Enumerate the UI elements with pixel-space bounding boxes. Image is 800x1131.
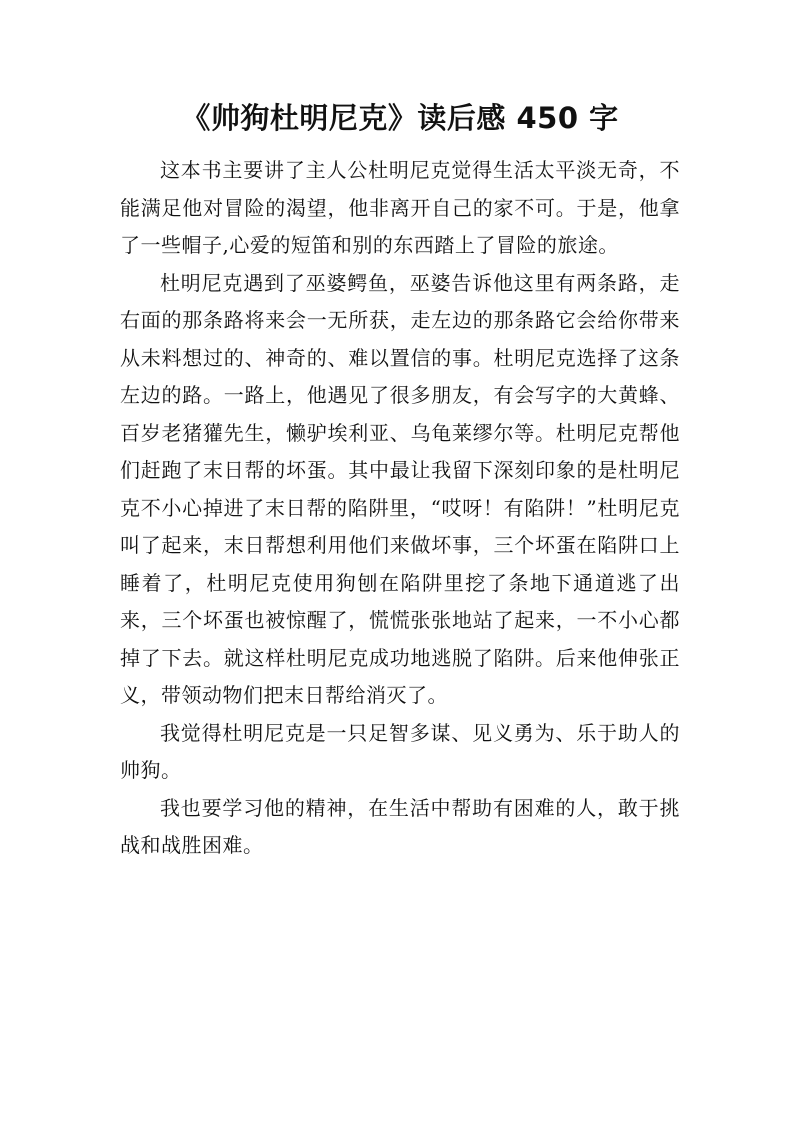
document-body xyxy=(120,152,680,865)
paragraph-4: 我也要学习他的精神，在生活中帮助有困难的人，敢于挑战和战胜困难。 xyxy=(120,795,680,857)
paragraph-1: 这本书主要讲了主人公杜明尼克觉得生活太平淡无奇，不能满足他对冒险的渴望，他非离开自己的家不可。于是，他拿了一些帽子,心爱的短笛和别的东西踏上了冒险的旅途。 xyxy=(120,158,680,257)
paragraph-3: 我觉得杜明尼克是一只足智多谋、见义勇为、乐于助人的帅狗。 xyxy=(120,720,680,782)
page-title: 《帅狗杜明尼克》读后感 450 字 xyxy=(181,101,619,135)
paragraph-2: 杜明尼克遇到了巫婆鳄鱼，巫婆告诉他这里有两条路，走右面的那条路将来会一无所获，走左边的那条路它会给你带来从未料想过的、神奇的、难以置信的事。杜明尼克选择了这条左边的路。一路上，他遇见了很多朋友，有会写字的大黄蜂、百岁老猪獾先生，懒驴埃利亚、乌龟莱缪尔等。杜明尼克帮他们赶跑了末日帮的坏蛋。其中最让我留下深刻印象的是杜明尼克不小心掉进了末日帮的陷阱里，“哎呀！有陷阱！”杜明尼克叫了起来，末日帮想利用他们来做坏事，三个坏蛋在陷阱口上睡着了，杜明尼克使用狗刨在陷阱里挖了条地下通道逃了出来，三个坏蛋也被惊醒了，慌慌张张地站了起来，一不小心都掉了下去。就这样杜明尼克成功地逃脱了陷阱。后来他伸张正义，带领动物们把末日帮给消灭了。 xyxy=(120,270,680,707)
